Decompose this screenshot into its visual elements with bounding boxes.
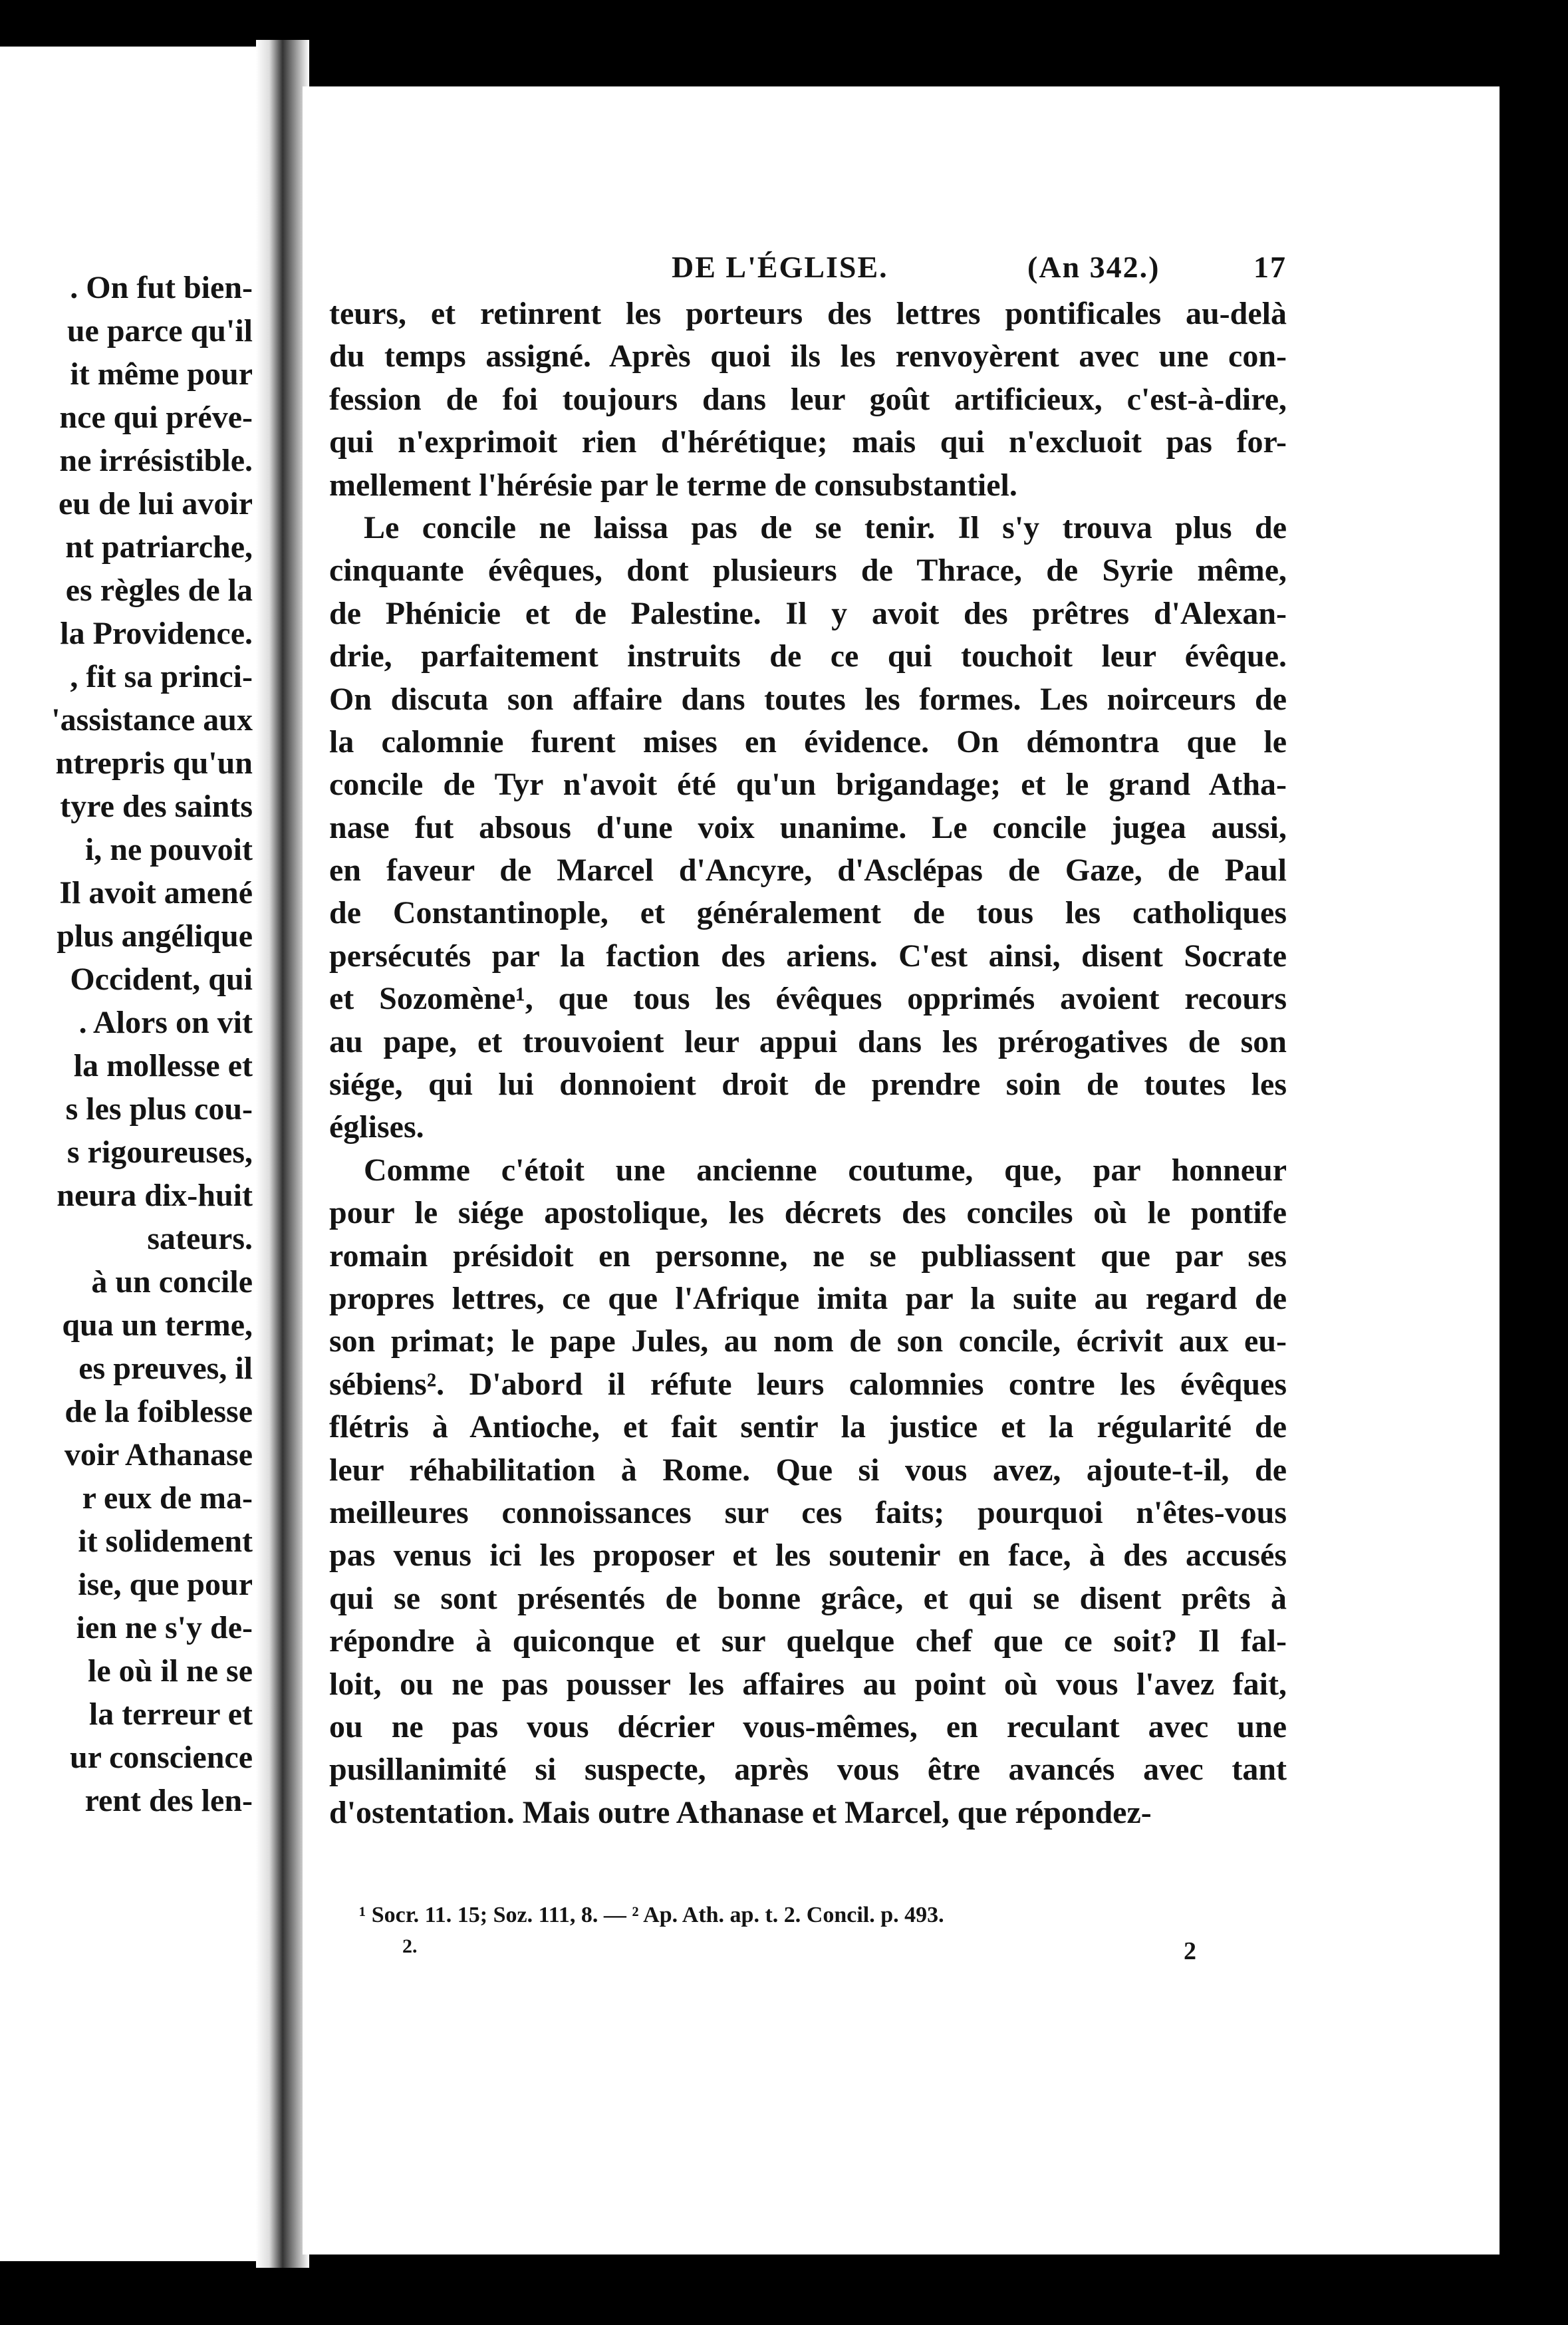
text-line: qui se sont présentés de bonne grâce, et qui se disent prêts à (329, 1580, 1287, 1616)
text-line: pas venus ici les proposer et les soutenir en face, à des accusés (329, 1538, 1287, 1573)
left-page-line: es règles de la (65, 573, 253, 608)
text-line: la calomnie furent mises en évidence. On démontra que le (329, 724, 1287, 759)
page-number: 17 (1253, 250, 1287, 284)
left-page-line: rent des len- (84, 1783, 253, 1818)
book-gutter (256, 40, 309, 2268)
text-line: pour le siége apostolique, les décrets des conciles où le pontife (329, 1195, 1287, 1231)
text-line: du temps assigné. Après quoi ils les renvoyèrent avec une con- (329, 339, 1287, 374)
text-line: pusillanimité si suspecte, après vous être avancés avec tant (329, 1752, 1287, 1788)
text-line: Le concile ne laissa pas de se tenir. Il s'y trouva plus de (364, 509, 1287, 545)
left-page-line: nce qui préve- (59, 400, 253, 435)
left-page-line: it solidement (78, 1524, 253, 1559)
signature-mark-right: 2 (1184, 1937, 1196, 1965)
left-page-text (0, 266, 253, 1822)
left-page-line: . On fut bien- (70, 270, 253, 305)
left-page-line: eu de lui avoir (58, 486, 253, 521)
text-line: teurs, et retinrent les porteurs des lettres pontificales au-delà (329, 296, 1287, 331)
text-line: concile de Tyr n'avoit été qu'un brigandage; et le grand Atha- (329, 767, 1287, 803)
text-line: au pape, et trouvoient leur appui dans les prérogatives de son (329, 1024, 1287, 1059)
text-line: répondre à quiconque et sur quelque chef que ce soit? Il fal- (329, 1623, 1287, 1659)
text-line: mellement l'hérésie par le terme de consubstantiel. (329, 467, 1017, 503)
running-head (672, 249, 1290, 289)
left-page-line: plus angélique (57, 918, 253, 954)
left-page-line: voir Athanase (64, 1437, 253, 1472)
text-line: Comme c'étoit une ancienne coutume, que, par honneur (364, 1152, 1287, 1188)
left-page-line: s les plus cou- (65, 1091, 253, 1127)
running-head-title: DE L'ÉGLISE. (672, 250, 888, 284)
left-page-line: sateurs. (147, 1221, 253, 1256)
text-line: loit, ou ne pas pousser les affaires au point où vous l'avez fait, (329, 1666, 1287, 1702)
left-page-line: qua un terme, (62, 1307, 253, 1343)
text-line: nase fut absous d'une voix unanime. Le concile jugea aussi, (329, 809, 1287, 845)
left-page-line: 'assistance aux (51, 702, 253, 738)
text-line: flétris à Antioche, et fait sentir la justice et la régularité de (329, 1409, 1287, 1445)
left-page-line: ur conscience (69, 1740, 253, 1775)
left-page-line: Occident, qui (70, 962, 253, 997)
text-line: églises. (329, 1109, 424, 1145)
left-page-line: Il avoit amené (59, 875, 253, 910)
left-page-line: . Alors on vit (78, 1005, 253, 1040)
text-line: cinquante évêques, dont plusieurs de Thrace, de Syrie même, (329, 553, 1287, 589)
text-line: siége, qui lui donnoient droit de prendre soin de toutes les (329, 1067, 1287, 1103)
text-line: ou ne pas vous décrier vous-mêmes, en reculant avec une (329, 1709, 1287, 1744)
left-page-line: la terreur et (88, 1697, 253, 1732)
text-line: On discuta son affaire dans toutes les formes. Les noirceurs de (329, 681, 1287, 717)
footnote: ¹ Socr. 11. 15; Soz. 111, 8. — ² Ap. Ath. ap. t. 2. Concil. p. 493. (359, 1903, 944, 1927)
text-line: romain présidoit en personne, ne se publiassent que par ses (329, 1238, 1287, 1274)
left-page-line: le où il ne se (88, 1653, 253, 1689)
signature-mark-left: 2. (402, 1935, 418, 1957)
text-line: drie, parfaitement instruits de ce qui touchoit leur évêque. (329, 638, 1287, 674)
text-line: de Constantinople, et généralement de tous les catholiques (329, 895, 1287, 931)
text-line: propres lettres, ce que l'Afrique imita par la suite au regard de (329, 1280, 1287, 1316)
body-text (329, 293, 1287, 1834)
left-page-line: , fit sa princi- (70, 659, 253, 694)
left-page-line: i, ne pouvoit (84, 832, 253, 867)
left-page-line: nt patriarche, (65, 529, 253, 565)
text-line: en faveur de Marcel d'Ancyre, d'Asclépas de Gaze, de Paul (329, 853, 1287, 889)
text-line: son primat; le pape Jules, au nom de son concile, écrivit aux eu- (329, 1323, 1287, 1359)
left-page-line: tyre des saints (60, 789, 253, 824)
text-line: leur réhabilitation à Rome. Que si vous avez, ajoute-t-il, de (329, 1452, 1287, 1488)
text-line: persécutés par la faction des ariens. C'est ainsi, disent Socrate (329, 938, 1287, 974)
text-line: de Phénicie et de Palestine. Il y avoit des prêtres d'Alexan- (329, 595, 1287, 631)
left-page (0, 47, 266, 2261)
left-page-line: à un concile (91, 1264, 253, 1299)
text-line: fession de foi toujours dans leur goût artificieux, c'est-à-dire, (329, 381, 1287, 417)
left-page-line: ien ne s'y de- (76, 1610, 253, 1645)
left-page-line: r eux de ma- (82, 1480, 253, 1516)
text-line: et Sozomène¹, que tous les évêques opprimés avoient recours (329, 981, 1287, 1017)
running-head-year: (An 342.) (1027, 250, 1160, 284)
text-line: d'ostentation. Mais outre Athanase et Marcel, que répondez- (329, 1794, 1152, 1830)
left-page-line: ue parce qu'il (66, 313, 253, 348)
left-page-line: ntrepris qu'un (55, 746, 253, 781)
left-page-line: la mollesse et (73, 1048, 253, 1083)
left-page-line: es preuves, il (78, 1351, 253, 1386)
left-page-line: la Providence. (60, 616, 253, 651)
left-page-line: s rigoureuses, (66, 1135, 253, 1170)
text-line: qui n'exprimoit rien d'hérétique; mais qui n'excluoit pas for- (329, 424, 1287, 460)
left-page-line: ne irrésistible. (59, 443, 253, 478)
text-line: sébiens². D'abord il réfute leurs calomnies contre les évêques (329, 1366, 1287, 1402)
left-page-line: neura dix-huit (57, 1178, 253, 1213)
text-line: meilleures connoissances sur ces faits; pourquoi n'êtes-vous (329, 1494, 1287, 1530)
left-page-line: ise, que pour (78, 1567, 253, 1602)
left-page-line: it même pour (70, 356, 253, 392)
left-page-line: de la foiblesse (65, 1394, 253, 1429)
